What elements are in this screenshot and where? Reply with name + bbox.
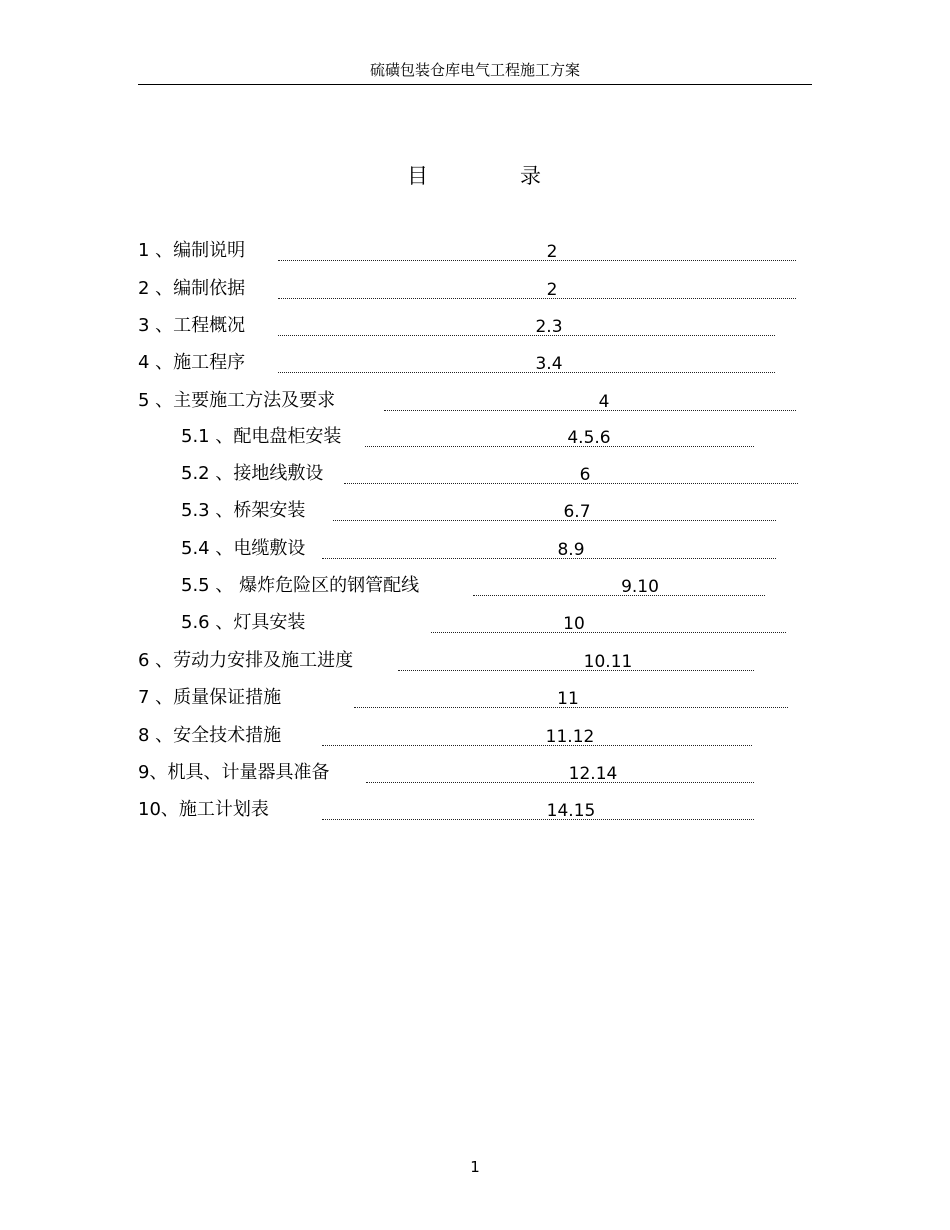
toc-title-char-2: 录 <box>520 164 541 188</box>
toc-entry-label: 5.5 、 爆炸危险区的钢管配线 <box>181 575 420 596</box>
toc-page-number: 10 <box>563 614 585 634</box>
toc-dot-leader <box>431 632 786 633</box>
toc-page-number: 4.5.6 <box>567 428 611 448</box>
toc-dot-leader <box>384 410 796 411</box>
toc-title-char-1: 目 <box>407 164 428 188</box>
toc-page-number: 2 <box>546 242 558 262</box>
toc-page-number: 10.11 <box>583 652 633 672</box>
toc-entry-label: 7 、质量保证措施 <box>138 687 282 708</box>
toc-page-number: 11.12 <box>545 727 595 747</box>
page-number: 1 <box>470 1158 480 1176</box>
toc-dot-leader <box>333 520 776 521</box>
toc-entry-label: 8 、安全技术措施 <box>138 725 282 746</box>
toc-entry-label: 4 、施工程序 <box>138 352 246 373</box>
toc-dot-leader <box>322 819 754 820</box>
toc-dot-leader <box>322 558 776 559</box>
toc-dot-leader <box>322 745 752 746</box>
toc-dot-leader <box>344 483 798 484</box>
toc-entry-label: 5.4 、电缆敷设 <box>181 538 306 559</box>
toc-entry-label: 5.6 、灯具安装 <box>181 612 306 633</box>
toc-entry-label: 5.1 、配电盘柜安装 <box>181 426 342 447</box>
toc-dot-leader <box>366 782 754 783</box>
toc-entry-label: 9、机具、计量器具准备 <box>138 762 330 783</box>
toc-entry-label: 2 、编制依据 <box>138 278 246 299</box>
toc-entry-label: 10、施工计划表 <box>138 799 269 820</box>
toc-page-number: 8.9 <box>557 540 585 560</box>
toc-entry-label: 3 、工程概况 <box>138 315 246 336</box>
toc-page-number: 6.7 <box>563 502 591 522</box>
running-header: 硫磺包装仓库电气工程施工方案 <box>138 58 812 85</box>
toc-page-number: 9.10 <box>621 577 659 597</box>
toc-dot-leader <box>278 372 775 373</box>
toc-entry-label: 5 、主要施工方法及要求 <box>138 390 336 411</box>
toc-page-number: 11 <box>557 689 579 709</box>
toc-page-number: 6 <box>579 465 591 485</box>
toc-page-number: 12.14 <box>568 764 618 784</box>
toc-dot-leader <box>278 260 796 261</box>
toc-dot-leader <box>278 335 775 336</box>
toc-entry-label: 6 、劳动力安排及施工进度 <box>138 650 354 671</box>
toc-page-number: 3.4 <box>535 354 563 374</box>
toc-page-number: 2 <box>546 280 558 300</box>
toc-dot-leader <box>398 670 754 671</box>
toc-dot-leader <box>365 446 754 447</box>
toc-page-number: 14.15 <box>546 801 596 821</box>
toc-entry-label: 1 、编制说明 <box>138 240 246 261</box>
toc-entry-label: 5.3 、桥架安装 <box>181 500 306 521</box>
toc-page-number: 2.3 <box>535 317 563 337</box>
toc-dot-leader <box>473 595 765 596</box>
toc-dot-leader <box>278 298 796 299</box>
toc-entry-label: 5.2 、接地线敷设 <box>181 463 324 484</box>
toc-page-number: 4 <box>598 392 610 412</box>
